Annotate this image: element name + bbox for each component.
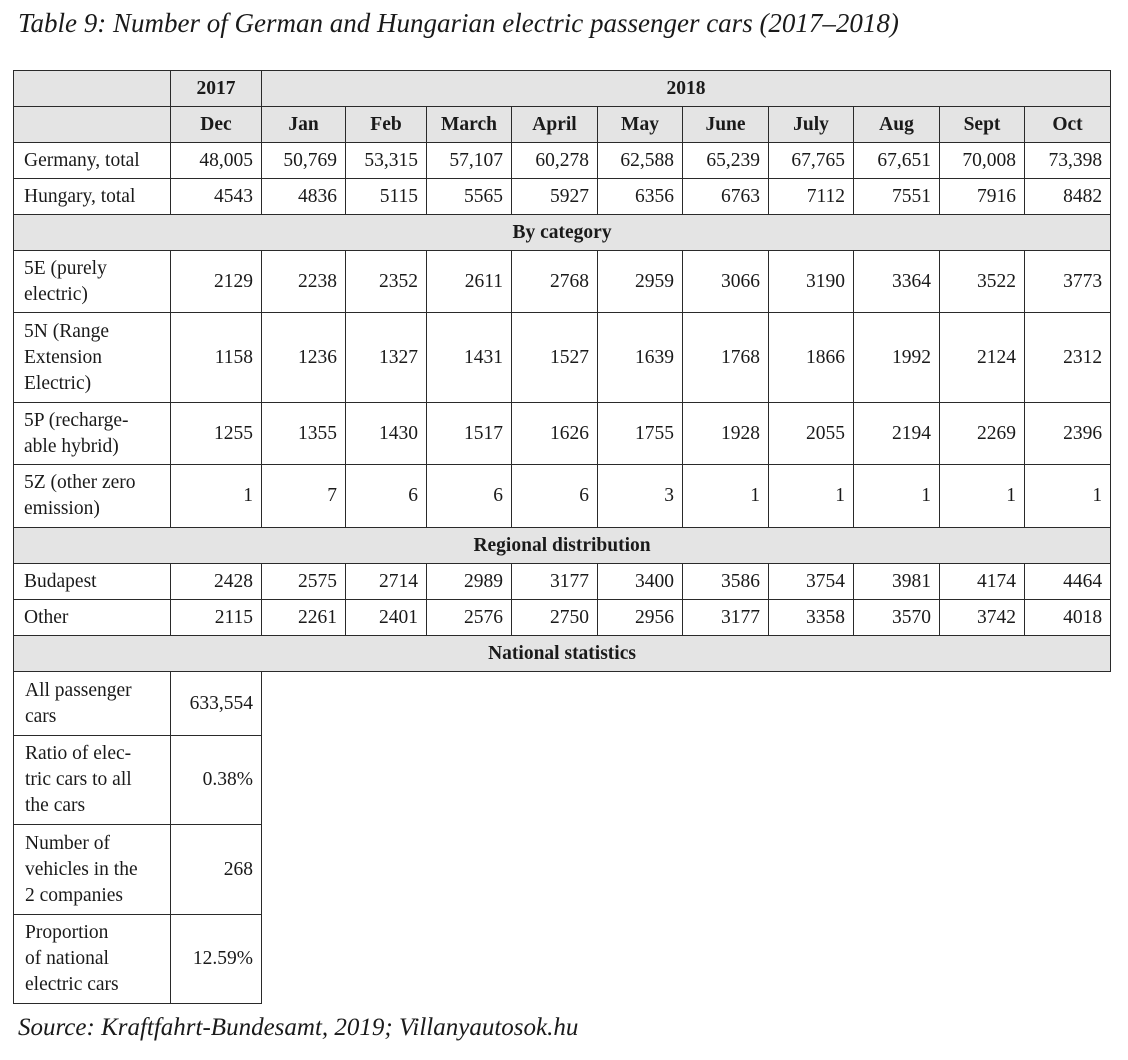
label-line: All passenger: [25, 679, 132, 701]
header-month: Feb: [346, 107, 427, 143]
cell-value: 2055: [769, 403, 854, 465]
label-line: Ratio of elec-: [25, 743, 132, 764]
cell-value: 6356: [598, 179, 683, 215]
cell-value: 2352: [346, 251, 427, 313]
row-label: [14, 403, 171, 465]
cell-value: 3358: [769, 600, 854, 636]
section-row-national: [14, 636, 1111, 672]
cell-value: 67,765: [769, 143, 854, 179]
cell-value: 2129: [171, 251, 262, 313]
cell-value: 1527: [512, 313, 598, 403]
table-row: [14, 251, 1111, 313]
cell-value: 1639: [598, 313, 683, 403]
row-label: [14, 313, 171, 403]
cell-value: 4464: [1025, 564, 1111, 600]
cell-value: 2576: [427, 600, 512, 636]
cell-value: 6: [346, 465, 427, 528]
cell-value: 53,315: [346, 143, 427, 179]
blank-area: [262, 672, 1111, 736]
cell-value: 2194: [854, 403, 940, 465]
cell-value: 2238: [262, 251, 346, 313]
cell-value: 5927: [512, 179, 598, 215]
cell-value: 2956: [598, 600, 683, 636]
cell-value: 1755: [598, 403, 683, 465]
cell-value: 2269: [940, 403, 1025, 465]
cell-value: 2959: [598, 251, 683, 313]
label-line: Extension: [24, 346, 102, 368]
cell-value: 2575: [262, 564, 346, 600]
header-row-years: [14, 71, 1111, 107]
cell-value: 2428: [171, 564, 262, 600]
row-label: Budapest: [14, 564, 171, 600]
cell-value: 1517: [427, 403, 512, 465]
header-month: June: [683, 107, 769, 143]
header-row-months: [14, 107, 1111, 143]
label-line: electric cars: [25, 974, 119, 995]
cell-value: 57,107: [427, 143, 512, 179]
header-year-2018: 2018: [262, 71, 1111, 107]
cell-value: 3364: [854, 251, 940, 313]
cell-value: 1992: [854, 313, 940, 403]
table-row: [14, 825, 1111, 915]
cell-value: 1768: [683, 313, 769, 403]
row-label: [14, 465, 171, 528]
row-label: [14, 736, 171, 825]
cell-value: 1430: [346, 403, 427, 465]
cell-value: 48,005: [171, 143, 262, 179]
cell-value: 4018: [1025, 600, 1111, 636]
cell-value: 7112: [769, 179, 854, 215]
row-label: [14, 672, 171, 736]
cell-value: 1: [854, 465, 940, 528]
row-label: [14, 251, 171, 313]
section-heading: Regional distribution: [14, 528, 1111, 564]
cell-value: 2750: [512, 600, 598, 636]
cell-value: 3586: [683, 564, 769, 600]
table-row: [14, 465, 1111, 528]
table-row: [14, 564, 1111, 600]
cell-value: 3400: [598, 564, 683, 600]
table-row: [14, 143, 1111, 179]
cell-value: 7: [262, 465, 346, 528]
header-month: May: [598, 107, 683, 143]
header-year-2017: 2017: [171, 71, 262, 107]
cell-value: 6763: [683, 179, 769, 215]
data-table: [13, 70, 1111, 1004]
cell-value: 2401: [346, 600, 427, 636]
cell-value: 4174: [940, 564, 1025, 600]
blank-area: [262, 736, 1111, 825]
cell-value: 1: [940, 465, 1025, 528]
label-line: of national: [25, 948, 109, 969]
cell-value: 2714: [346, 564, 427, 600]
label-line: electric): [24, 283, 88, 305]
cell-value: 1158: [171, 313, 262, 403]
table-row: [14, 736, 1111, 825]
label-line: vehicles in the: [25, 858, 138, 880]
table-row: [14, 179, 1111, 215]
header-month: April: [512, 107, 598, 143]
cell-value: 1: [1025, 465, 1111, 528]
cell-value: 1255: [171, 403, 262, 465]
cell-value: 633,554: [171, 672, 262, 736]
table-row: [14, 313, 1111, 403]
header-month: Oct: [1025, 107, 1111, 143]
table-title: Table 9: Number of German and Hungarian electric passenger cars (2017–2018): [18, 8, 899, 38]
section-row-regional: [14, 528, 1111, 564]
cell-value: 3190: [769, 251, 854, 313]
cell-value: 0.38%: [171, 736, 262, 825]
header-month: July: [769, 107, 854, 143]
cell-value: 62,588: [598, 143, 683, 179]
cell-value: 12.59%: [171, 915, 262, 1004]
cell-value: 3570: [854, 600, 940, 636]
cell-value: 1355: [262, 403, 346, 465]
cell-value: 70,008: [940, 143, 1025, 179]
label-line: 5N (Range: [24, 320, 110, 342]
cell-value: 3754: [769, 564, 854, 600]
section-row-category: [14, 215, 1111, 251]
cell-value: 1: [769, 465, 854, 528]
cell-value: 5115: [346, 179, 427, 215]
cell-value: 3066: [683, 251, 769, 313]
cell-value: 6: [427, 465, 512, 528]
label-line: Number of: [25, 832, 111, 854]
cell-value: 268: [171, 825, 262, 915]
cell-value: 1866: [769, 313, 854, 403]
cell-value: 4543: [171, 179, 262, 215]
cell-value: 3: [598, 465, 683, 528]
cell-value: 2768: [512, 251, 598, 313]
label-line: 5E (purely: [24, 257, 107, 279]
cell-value: 3177: [512, 564, 598, 600]
cell-value: 3742: [940, 600, 1025, 636]
cell-value: 73,398: [1025, 143, 1111, 179]
cell-value: 2124: [940, 313, 1025, 403]
row-label: [14, 825, 171, 915]
cell-value: 2989: [427, 564, 512, 600]
cell-value: 67,651: [854, 143, 940, 179]
cell-value: 1: [683, 465, 769, 528]
row-label: Germany, total: [14, 143, 171, 179]
cell-value: 3522: [940, 251, 1025, 313]
table-row: [14, 915, 1111, 1004]
table-row: [14, 672, 1111, 736]
header-month: March: [427, 107, 512, 143]
cell-value: 3981: [854, 564, 940, 600]
row-label: Hungary, total: [14, 179, 171, 215]
row-label: [14, 915, 171, 1004]
cell-value: 5565: [427, 179, 512, 215]
cell-value: 65,239: [683, 143, 769, 179]
cell-value: 1928: [683, 403, 769, 465]
label-line: cars: [25, 705, 57, 727]
cell-value: 7551: [854, 179, 940, 215]
cell-value: 50,769: [262, 143, 346, 179]
cell-value: 2396: [1025, 403, 1111, 465]
cell-value: 2261: [262, 600, 346, 636]
cell-value: 2312: [1025, 313, 1111, 403]
blank-area: [262, 825, 1111, 915]
label-line: tric cars to all: [25, 769, 132, 790]
header-month: Aug: [854, 107, 940, 143]
header-month: Dec: [171, 107, 262, 143]
table-source: Source: Kraftfahrt-Bundesamt, 2019; Villanyautosok.hu: [18, 1014, 579, 1041]
cell-value: 4836: [262, 179, 346, 215]
label-line: Electric): [24, 372, 92, 394]
cell-value: 6: [512, 465, 598, 528]
cell-value: 3773: [1025, 251, 1111, 313]
cell-value: 1: [171, 465, 262, 528]
table-row: [14, 600, 1111, 636]
cell-value: 2115: [171, 600, 262, 636]
label-line: emission): [24, 498, 100, 519]
cell-value: 1431: [427, 313, 512, 403]
cell-value: 1626: [512, 403, 598, 465]
section-heading: By category: [14, 215, 1111, 251]
cell-value: 60,278: [512, 143, 598, 179]
label-line: able hybrid): [24, 435, 119, 457]
header-corner: [14, 71, 171, 107]
label-line: 5P (recharge-: [24, 409, 129, 431]
blank-area: [262, 915, 1111, 1004]
row-label: Other: [14, 600, 171, 636]
cell-value: 1236: [262, 313, 346, 403]
label-line: 5Z (other zero: [24, 472, 136, 493]
cell-value: 3177: [683, 600, 769, 636]
section-heading: National statistics: [14, 636, 1111, 672]
table-row: [14, 403, 1111, 465]
header-corner: [14, 107, 171, 143]
header-month: Sept: [940, 107, 1025, 143]
label-line: the cars: [25, 795, 86, 816]
label-line: Proportion: [25, 922, 109, 943]
cell-value: 8482: [1025, 179, 1111, 215]
cell-value: 7916: [940, 179, 1025, 215]
header-month: Jan: [262, 107, 346, 143]
cell-value: 2611: [427, 251, 512, 313]
label-line: 2 companies: [25, 884, 124, 906]
cell-value: 1327: [346, 313, 427, 403]
